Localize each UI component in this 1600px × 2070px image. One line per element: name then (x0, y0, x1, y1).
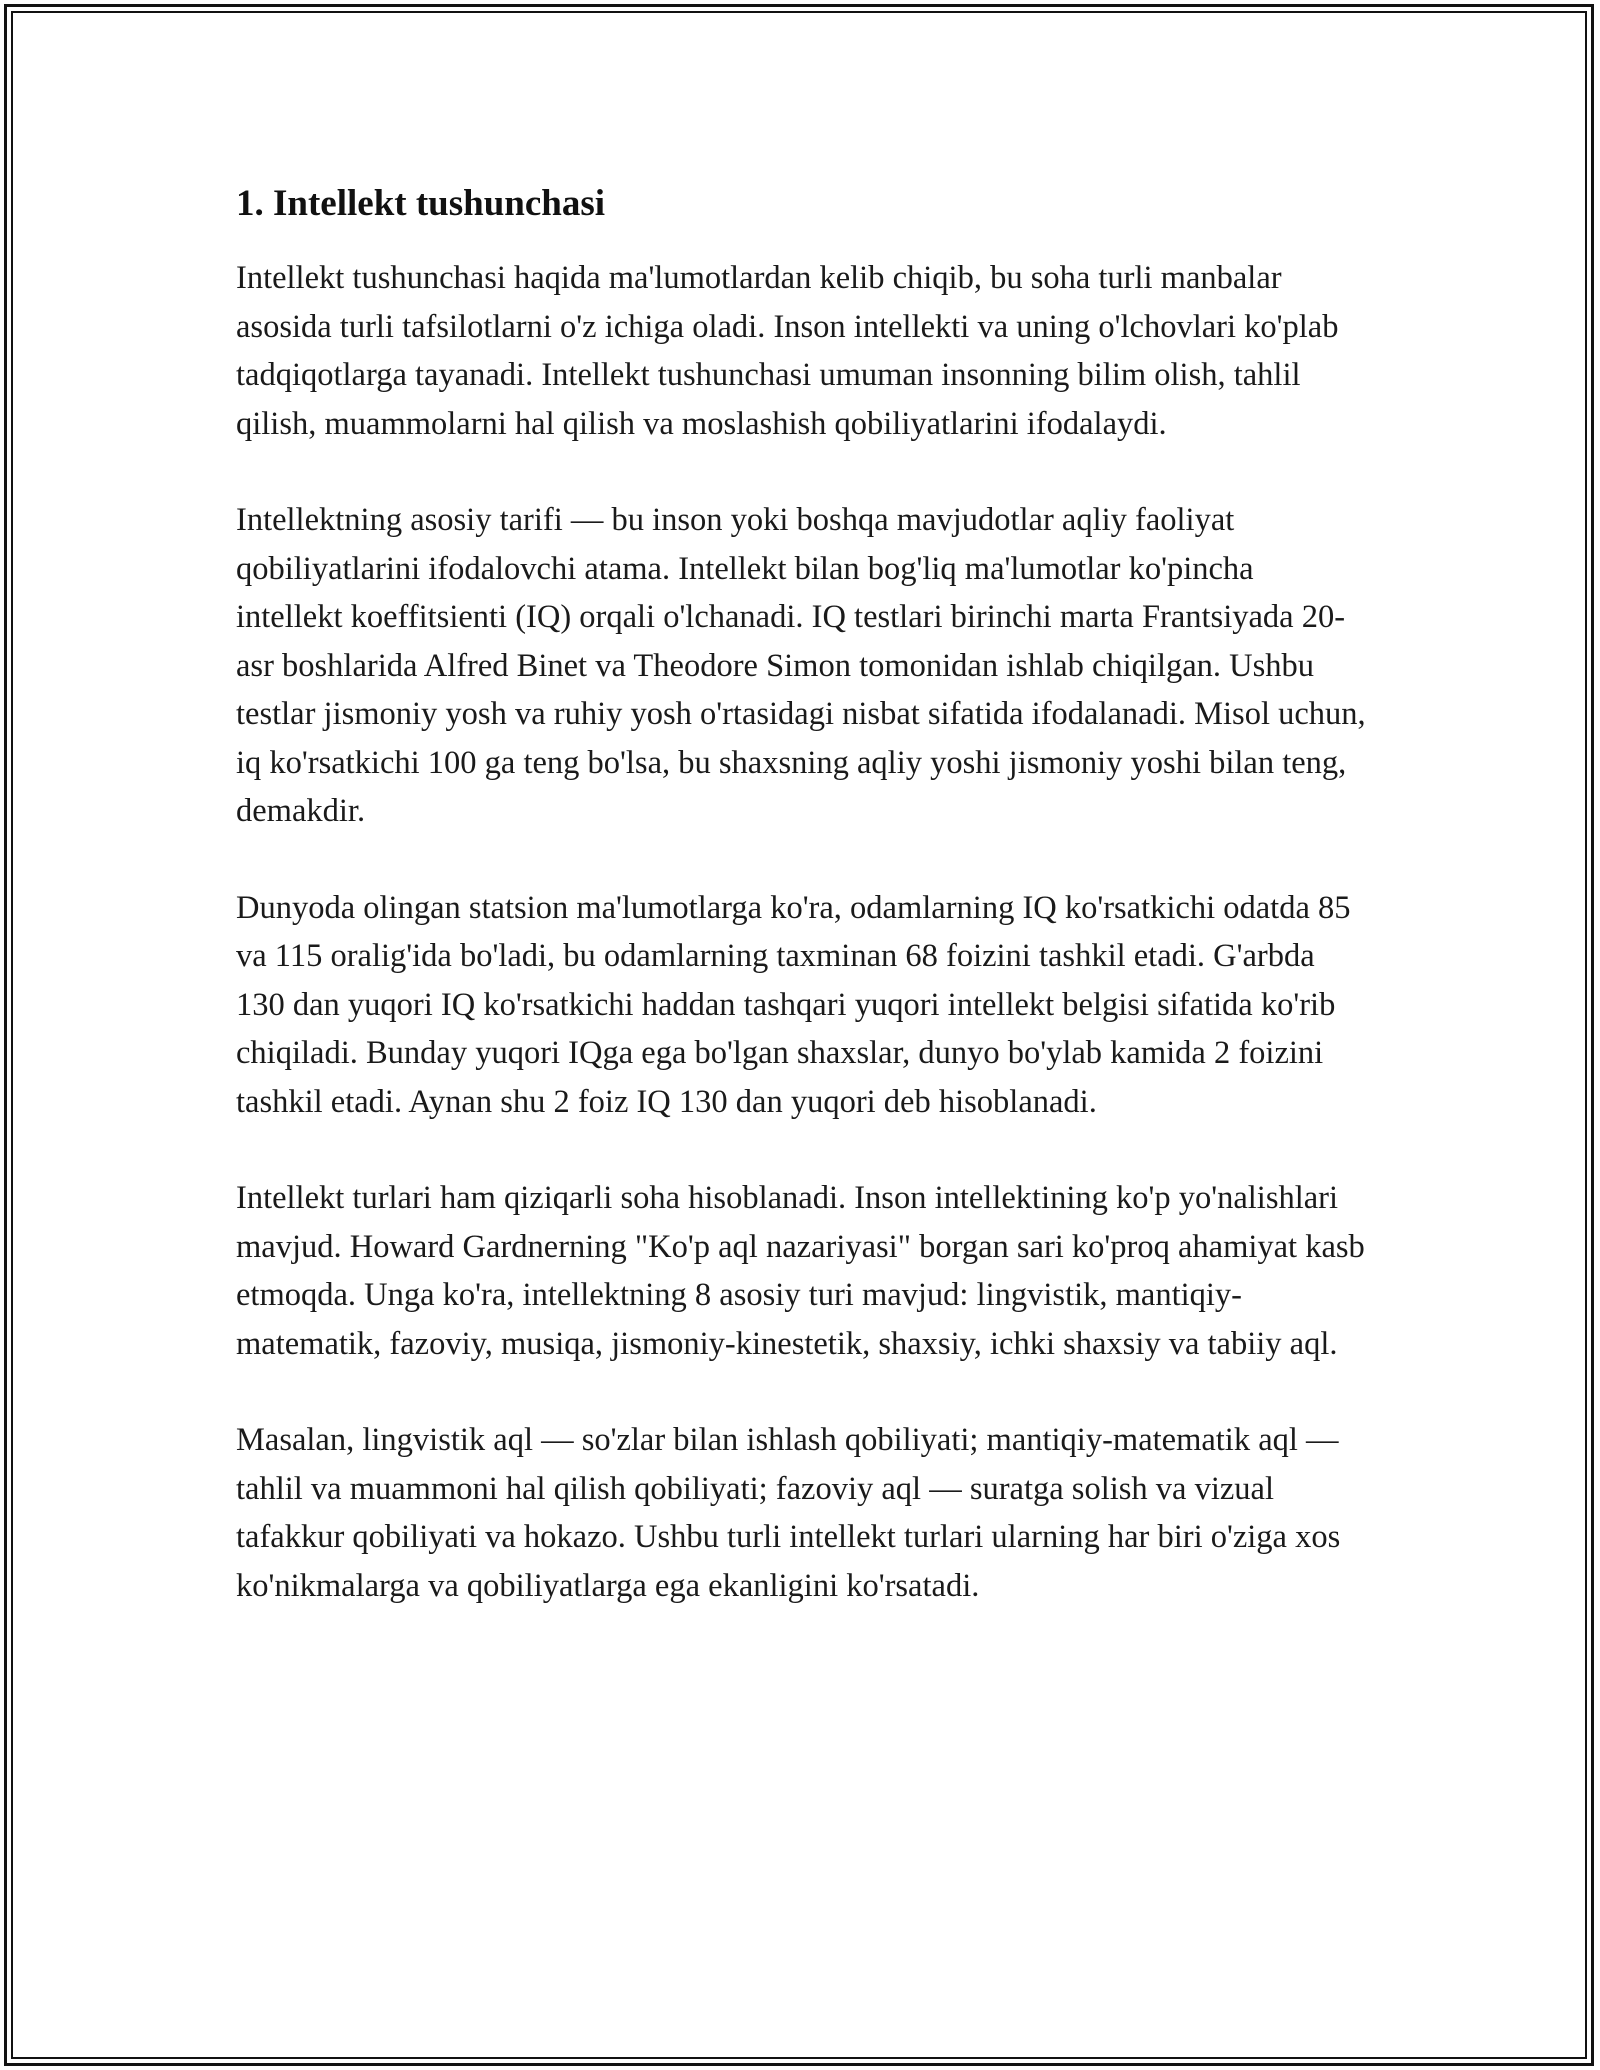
section-heading: 1. Intellekt tushunchasi (236, 183, 606, 224)
paragraph-iq-statistics: Dunyoda olingan statsion ma'lumotlarga ko'ra, odamlarning IQ ko'rsatkichi odatda 85 va 115 oralig'ida bo'ladi, bu odamlarning taxminan 68 foizini tashkil etadi. G'arbda 130 dan yuqori IQ ko'rsatkichi haddan tashqari yuqori intellekt belgisi sifatida ko'rib chiqiladi. Bunday yuqori IQga ega bo'lgan shaxslar, dunyo bo'ylab kamida 2 foizini tashkil etadi. Aynan shu 2 foiz IQ 130 dan yuqori deb hisoblanadi. (236, 889, 1351, 1120)
paragraph-examples: Masalan, lingvistik aql — so'zlar bilan ishlash qobiliyati; mantiqiy-matematik aql — tahlil va muammoni hal qilish qobiliyati; fazoviy aql — suratga solish va vizual tafakkur qobiliyati va hokazo. Ushbu turli intellekt turlari ularning har biri o'ziga xos ko'nikmalarga va qobiliyatlarga ega ekanligini ko'rsatadi. (236, 1422, 1341, 1604)
document-body (236, 182, 1366, 1658)
paragraph-definition: Intellektning asosiy tarifi — bu inson yoki boshqa mavjudotlar aqliy faoliyat qobiliyatlarini ifodalovchi atama. Intellekt bilan bog'liq ma'lumotlar ko'pincha intellekt koeffitsienti (IQ) orqali o'lchanadi. IQ testlari birinchi marta Frantsiyada 20-asr boshlarida Alfred Binet va Theodore Simon tomonidan ishlab chiqilgan. Ushbu testlar jismoniy yosh va ruhiy yosh o'rtasidagi nisbat sifatida ifodalanadi. Misol uchun, iq ko'rsatkichi 100 ga teng bo'lsa, bu shaxsning aqliy yoshi jismoniy yoshi bilan teng, demakdir. (236, 502, 1366, 830)
paragraph-intelligence-types: Intellekt turlari ham qiziqarli soha hisoblanadi. Inson intellektining ko'p yo'nalishlari mavjud. Howard Gardnerning "Ko'p aql nazariyasi" borgan sari ko'proq ahamiyat kasb etmoqda. Unga ko'ra, intellektning 8 asosiy turi mavjud: lingvistik, mantiqiy-matematik, fazoviy, musiqa, jismoniy-kinestetik, shaxsiy, ichki shaxsiy va tabiiy aql. (236, 1180, 1365, 1362)
paragraph-intro: Intellekt tushunchasi haqida ma'lumotlardan kelib chiqib, bu soha turli manbalar asosida turli tafsilotlarni o'z ichiga oladi. Inson intellekti va uning o'lchovlari ko'plab tadqiqotlarga tayanadi. Intellekt tushunchasi umuman insonning bilim olish, tahlil qilish, muammolarni hal qilish va moslashish qobiliyatlarini ifodalaydi. (236, 260, 1339, 442)
